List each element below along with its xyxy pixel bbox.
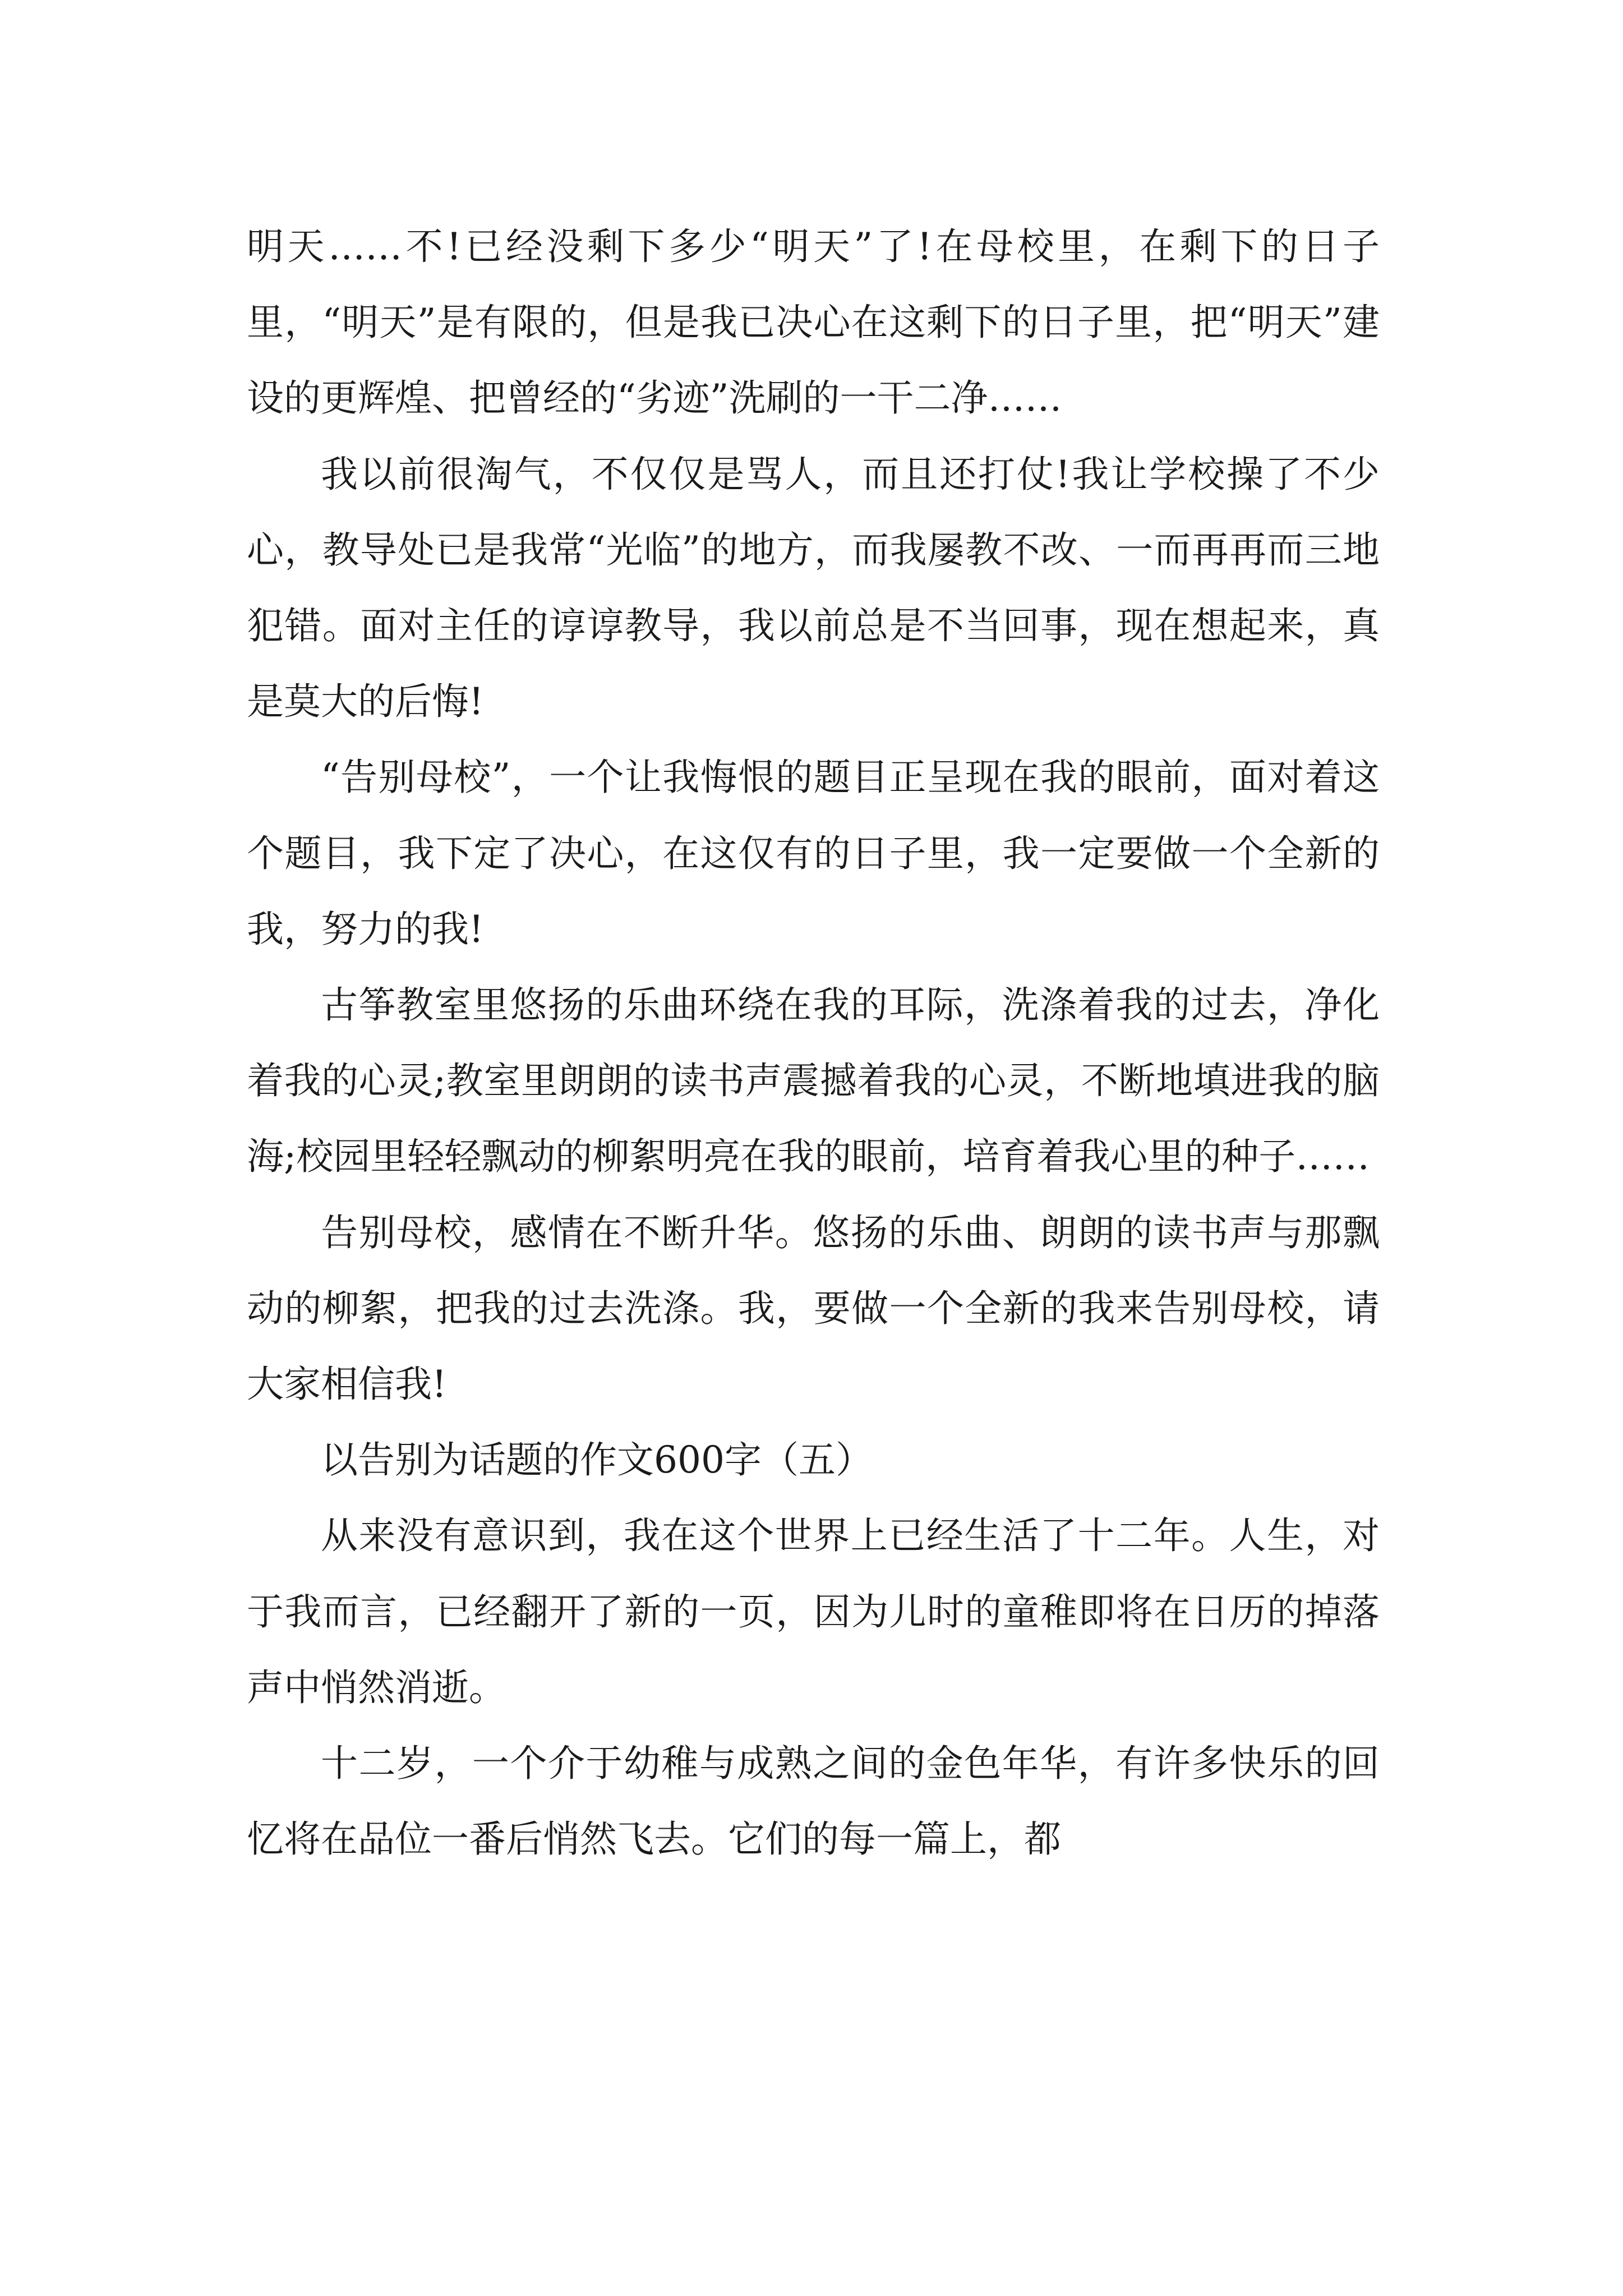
paragraph: 告别母校，感情在不断升华。悠扬的乐曲、朗朗的读书声与那飘动的柳絮，把我的过去洗涤。我，要做一个全新的我来告别母校，请大家相信我! [247,1211,1380,1406]
paragraph: 我以前很淘气，不仅仅是骂人，而且还打仗!我让学校操了不少心，教导处已是我常“光临”的地方，而我屡教不改、一而再再而三地犯错。面对主任的谆谆教导，我以前总是不当回事，现在想起来，真是莫大的后悔! [247,452,1380,724]
section-heading: 以告别为话题的作文600字（五） [321,1438,873,1482]
paragraph: 明天……不!已经没剩下多少“明天”了!在母校里，在剩下的日子里，“明天”是有限的，但是我已决心在这剩下的日子里，把“明天”建设的更辉煌、把曾经的“劣迹”洗刷的一干二净…… [247,225,1380,420]
document-body [247,209,1380,1877]
paragraph: “告别母校”，一个让我悔恨的题目正呈现在我的眼前，面对着这个题目，我下定了决心，在这仅有的日子里，我一定要做一个全新的我，努力的我! [247,756,1380,951]
paragraph: 十二岁，一个介于幼稚与成熟之间的金色年华，有许多快乐的回忆将在品位一番后悄然飞去。它们的每一篇上，都 [247,1742,1380,1861]
paragraph: 从来没有意识到，我在这个世界上已经生活了十二年。人生，对于我而言，已经翻开了新的一页，因为儿时的童稚即将在日历的掉落声中悄然消逝。 [247,1514,1380,1709]
paragraph: 古筝教室里悠扬的乐曲环绕在我的耳际，洗涤着我的过去，净化着我的心灵;教室里朗朗的读书声震撼着我的心灵，不断地填进我的脑海;校园里轻轻飘动的柳絮明亮在我的眼前，培育着我心里的种子…… [247,983,1380,1179]
